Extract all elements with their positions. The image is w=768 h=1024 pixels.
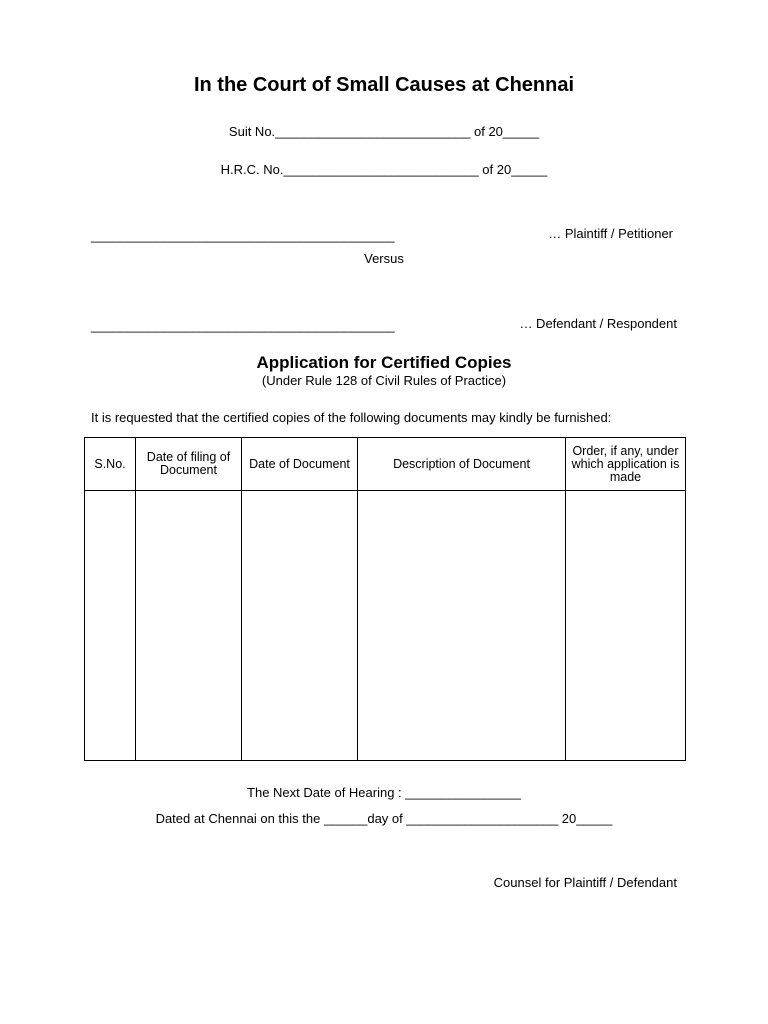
header-description: Description of Document [358,438,566,491]
plaintiff-role-label: … Plaintiff / Petitioner [548,226,673,241]
court-title: In the Court of Small Causes at Chennai [193,74,575,96]
header-date-of-document: Date of Document [242,438,358,491]
hrc-number-line: H.R.C. No.___________________________ of 20_____ [220,162,548,177]
table-row [85,491,686,761]
cell-sno[interactable] [85,491,136,761]
defendant-role-label: … Defendant / Respondent [519,316,677,331]
defendant-name-line: __________________________________________ [91,318,395,333]
dated-line: Dated at Chennai on this the ______day of _____________________ 20_____ [155,811,613,826]
cell-date-of-filing[interactable] [136,491,242,761]
suit-number-line: Suit No.___________________________ of 20_____ [228,124,540,139]
request-text: It is requested that the certified copies of the following documents may kindly be furnished: [91,410,612,425]
plaintiff-name-line: __________________________________________ [91,228,395,243]
table-header-row [85,438,686,491]
header-order: Order, if any, under which application is made [566,438,686,491]
application-title: Application for Certified Copies [256,353,512,372]
cell-date-of-document[interactable] [242,491,358,761]
cell-description[interactable] [358,491,566,761]
next-hearing-line: The Next Date of Hearing : ________________ [247,785,521,800]
cell-order[interactable] [566,491,686,761]
counsel-signature-label: Counsel for Plaintiff / Defendant [493,875,677,890]
header-date-of-filing: Date of filing of Document [136,438,242,491]
application-subtitle: (Under Rule 128 of Civil Rules of Practice) [261,373,507,388]
documents-table [84,437,686,761]
versus-label: Versus [364,251,404,266]
header-sno: S.No. [85,438,136,491]
